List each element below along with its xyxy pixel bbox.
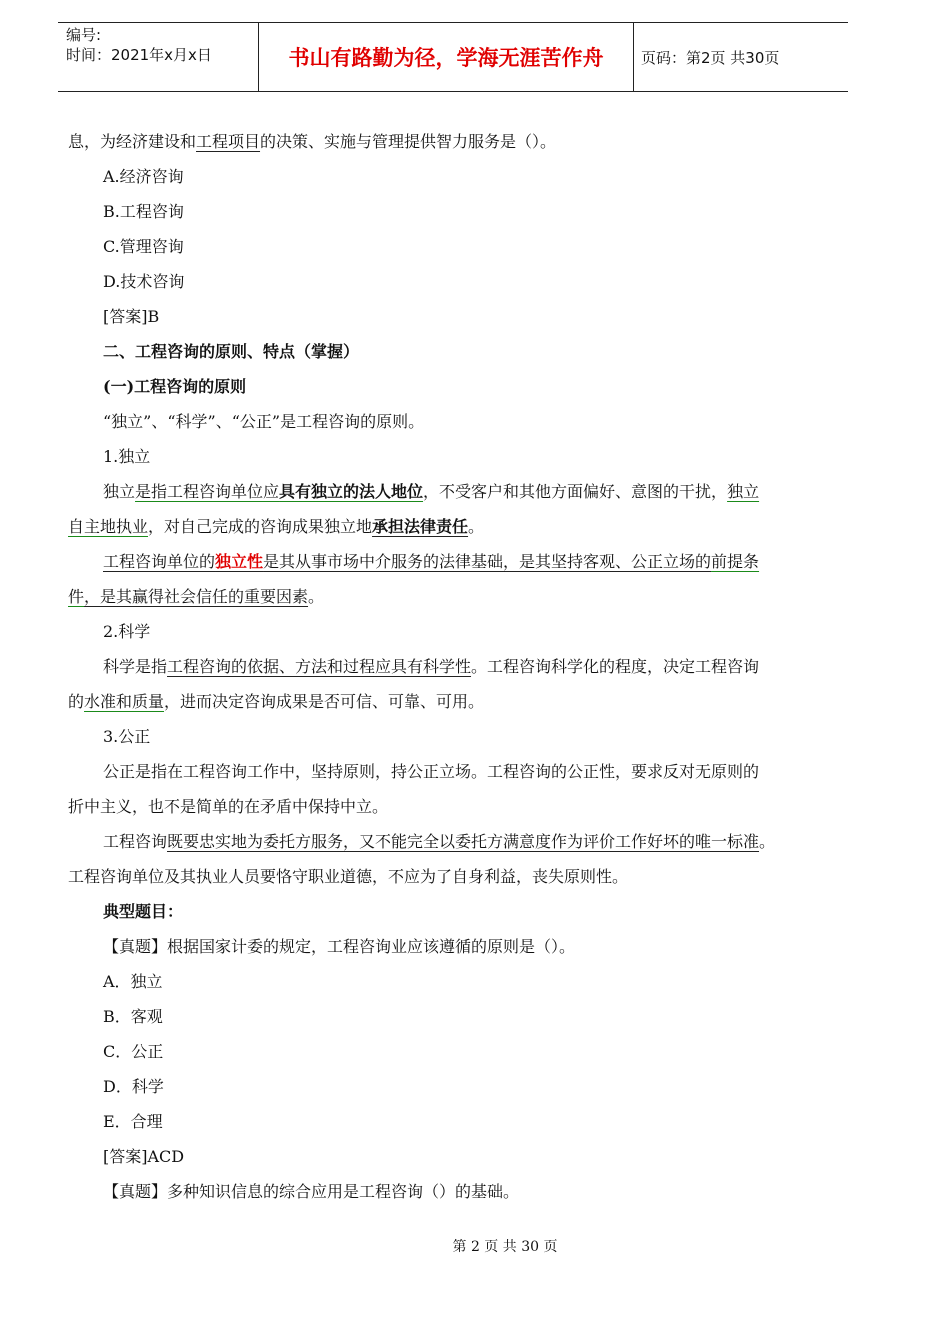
number-label: 编号: (66, 26, 102, 44)
principles-line: “独立”、“科学”、“公正”是工程咨询的原则。 (103, 412, 425, 431)
paragraph-line: 公正是指在工程咨询工作中，坚持原则，持公正立场。工程咨询的公正性，要求反对无原则的 (103, 762, 760, 781)
paragraph-line (68, 544, 840, 579)
paragraph-line (68, 474, 840, 509)
option-a: A.经济咨询 (103, 167, 184, 186)
text-span: 。 (759, 832, 776, 851)
underlined-text: 前提条 (711, 552, 760, 571)
paragraph-line (68, 509, 840, 544)
option-e: E．合理 (103, 1112, 163, 1131)
text-span: 科学是指 (103, 657, 168, 676)
paragraph-line: 工程咨询单位及其执业人员要恪守职业道德，不应为了自身利益，丧失原则性。 (68, 867, 629, 886)
header-motto: 书山有路勤为径，学海无涯苦作舟 (258, 23, 634, 91)
option-d: D．科学 (103, 1077, 164, 1096)
text-span: ，进而决定咨询成果是否可信、可靠、可用。 (164, 692, 485, 711)
underlined-text: 既要忠实地为委托方服务，又不能完全以委托方满意度作为评价工作好坏的唯一标准 (167, 832, 760, 851)
header-meta (58, 23, 258, 91)
section-heading: 二、工程咨询的原则、特点（掌握） (103, 342, 360, 361)
principle-1-title: 1.独立 (103, 447, 151, 466)
page-header (58, 22, 848, 92)
principle-3-title: 3.公正 (103, 727, 151, 746)
underlined-text: ，是其赢得社会信任的重要因素 (84, 587, 309, 606)
answer: [答案]ACD (103, 1147, 185, 1166)
text-span: ，不受客户和其他方面偏好、意图的干扰， (423, 482, 728, 501)
answer: [答案]B (103, 307, 160, 326)
option-b: B．客观 (103, 1007, 163, 1026)
text-span: 的 (68, 692, 85, 711)
page-footer: 第 2 页 共 30 页 (452, 1239, 558, 1255)
option-b: B.工程咨询 (103, 202, 184, 221)
text-span: 。工程咨询科学化的程度，决定工程咨询 (471, 657, 760, 676)
text-span: 息，为经济建设和 (68, 132, 197, 151)
highlighted-text: 独立性 (215, 552, 264, 571)
question: 【真题】多种知识信息的综合应用是工程咨询（）的基础。 (103, 1182, 520, 1201)
text-span: ，对自己完成的咨询成果独立地 (148, 517, 373, 536)
underlined-text: 独立 (727, 482, 760, 501)
underlined-text: 工程咨询的依据、方法和过程应具有科学性 (167, 657, 472, 676)
document-body (68, 124, 840, 1209)
underlined-text: 工程项目 (196, 132, 261, 151)
paragraph-line (68, 649, 840, 684)
time-label: 时间：2021年x月x日 (66, 46, 212, 64)
text-span: 的决策、实施与管理提供智力服务是（）。 (260, 132, 557, 151)
text-span: 。 (308, 587, 325, 606)
underlined-bold-text: 具有独立的法人地位 (279, 482, 424, 501)
option-a: A．独立 (103, 972, 163, 991)
question: 【真题】根据国家计委的规定，工程咨询业应该遵循的原则是（）。 (103, 937, 576, 956)
underlined-text: 件 (68, 587, 85, 606)
typical-heading: 典型题目： (103, 902, 184, 921)
header-page-info: 页码：第2页 共30页 (641, 48, 780, 67)
underlined-text: 工程咨询单位的 (103, 552, 216, 571)
paragraph-line (68, 124, 840, 159)
text-span: 独立 (103, 482, 136, 501)
option-c: C．公正 (103, 1042, 164, 1061)
underlined-text: 是指工程咨询单位应 (135, 482, 280, 501)
underlined-text: 自主地执业 (68, 517, 149, 536)
underlined-bold-text: 承担法律责任 (372, 517, 469, 536)
underlined-text: 水准和质量 (84, 692, 165, 711)
option-d: D.技术咨询 (103, 272, 185, 291)
paragraph-line (68, 579, 840, 614)
text-span: 工程咨询 (103, 832, 168, 851)
underlined-text: 是其从事市场中介服务的法律基础，是其坚持客观、公正立场的 (263, 552, 712, 571)
paragraph-line: 折中主义，也不是简单的在矛盾中保持中立。 (68, 797, 389, 816)
paragraph-line (68, 684, 840, 719)
text-span: 。 (468, 517, 485, 536)
option-c: C.管理咨询 (103, 237, 184, 256)
principle-2-title: 2.科学 (103, 622, 151, 641)
paragraph-line (68, 824, 840, 859)
subsection-heading: (一)工程咨询的原则 (103, 377, 247, 396)
